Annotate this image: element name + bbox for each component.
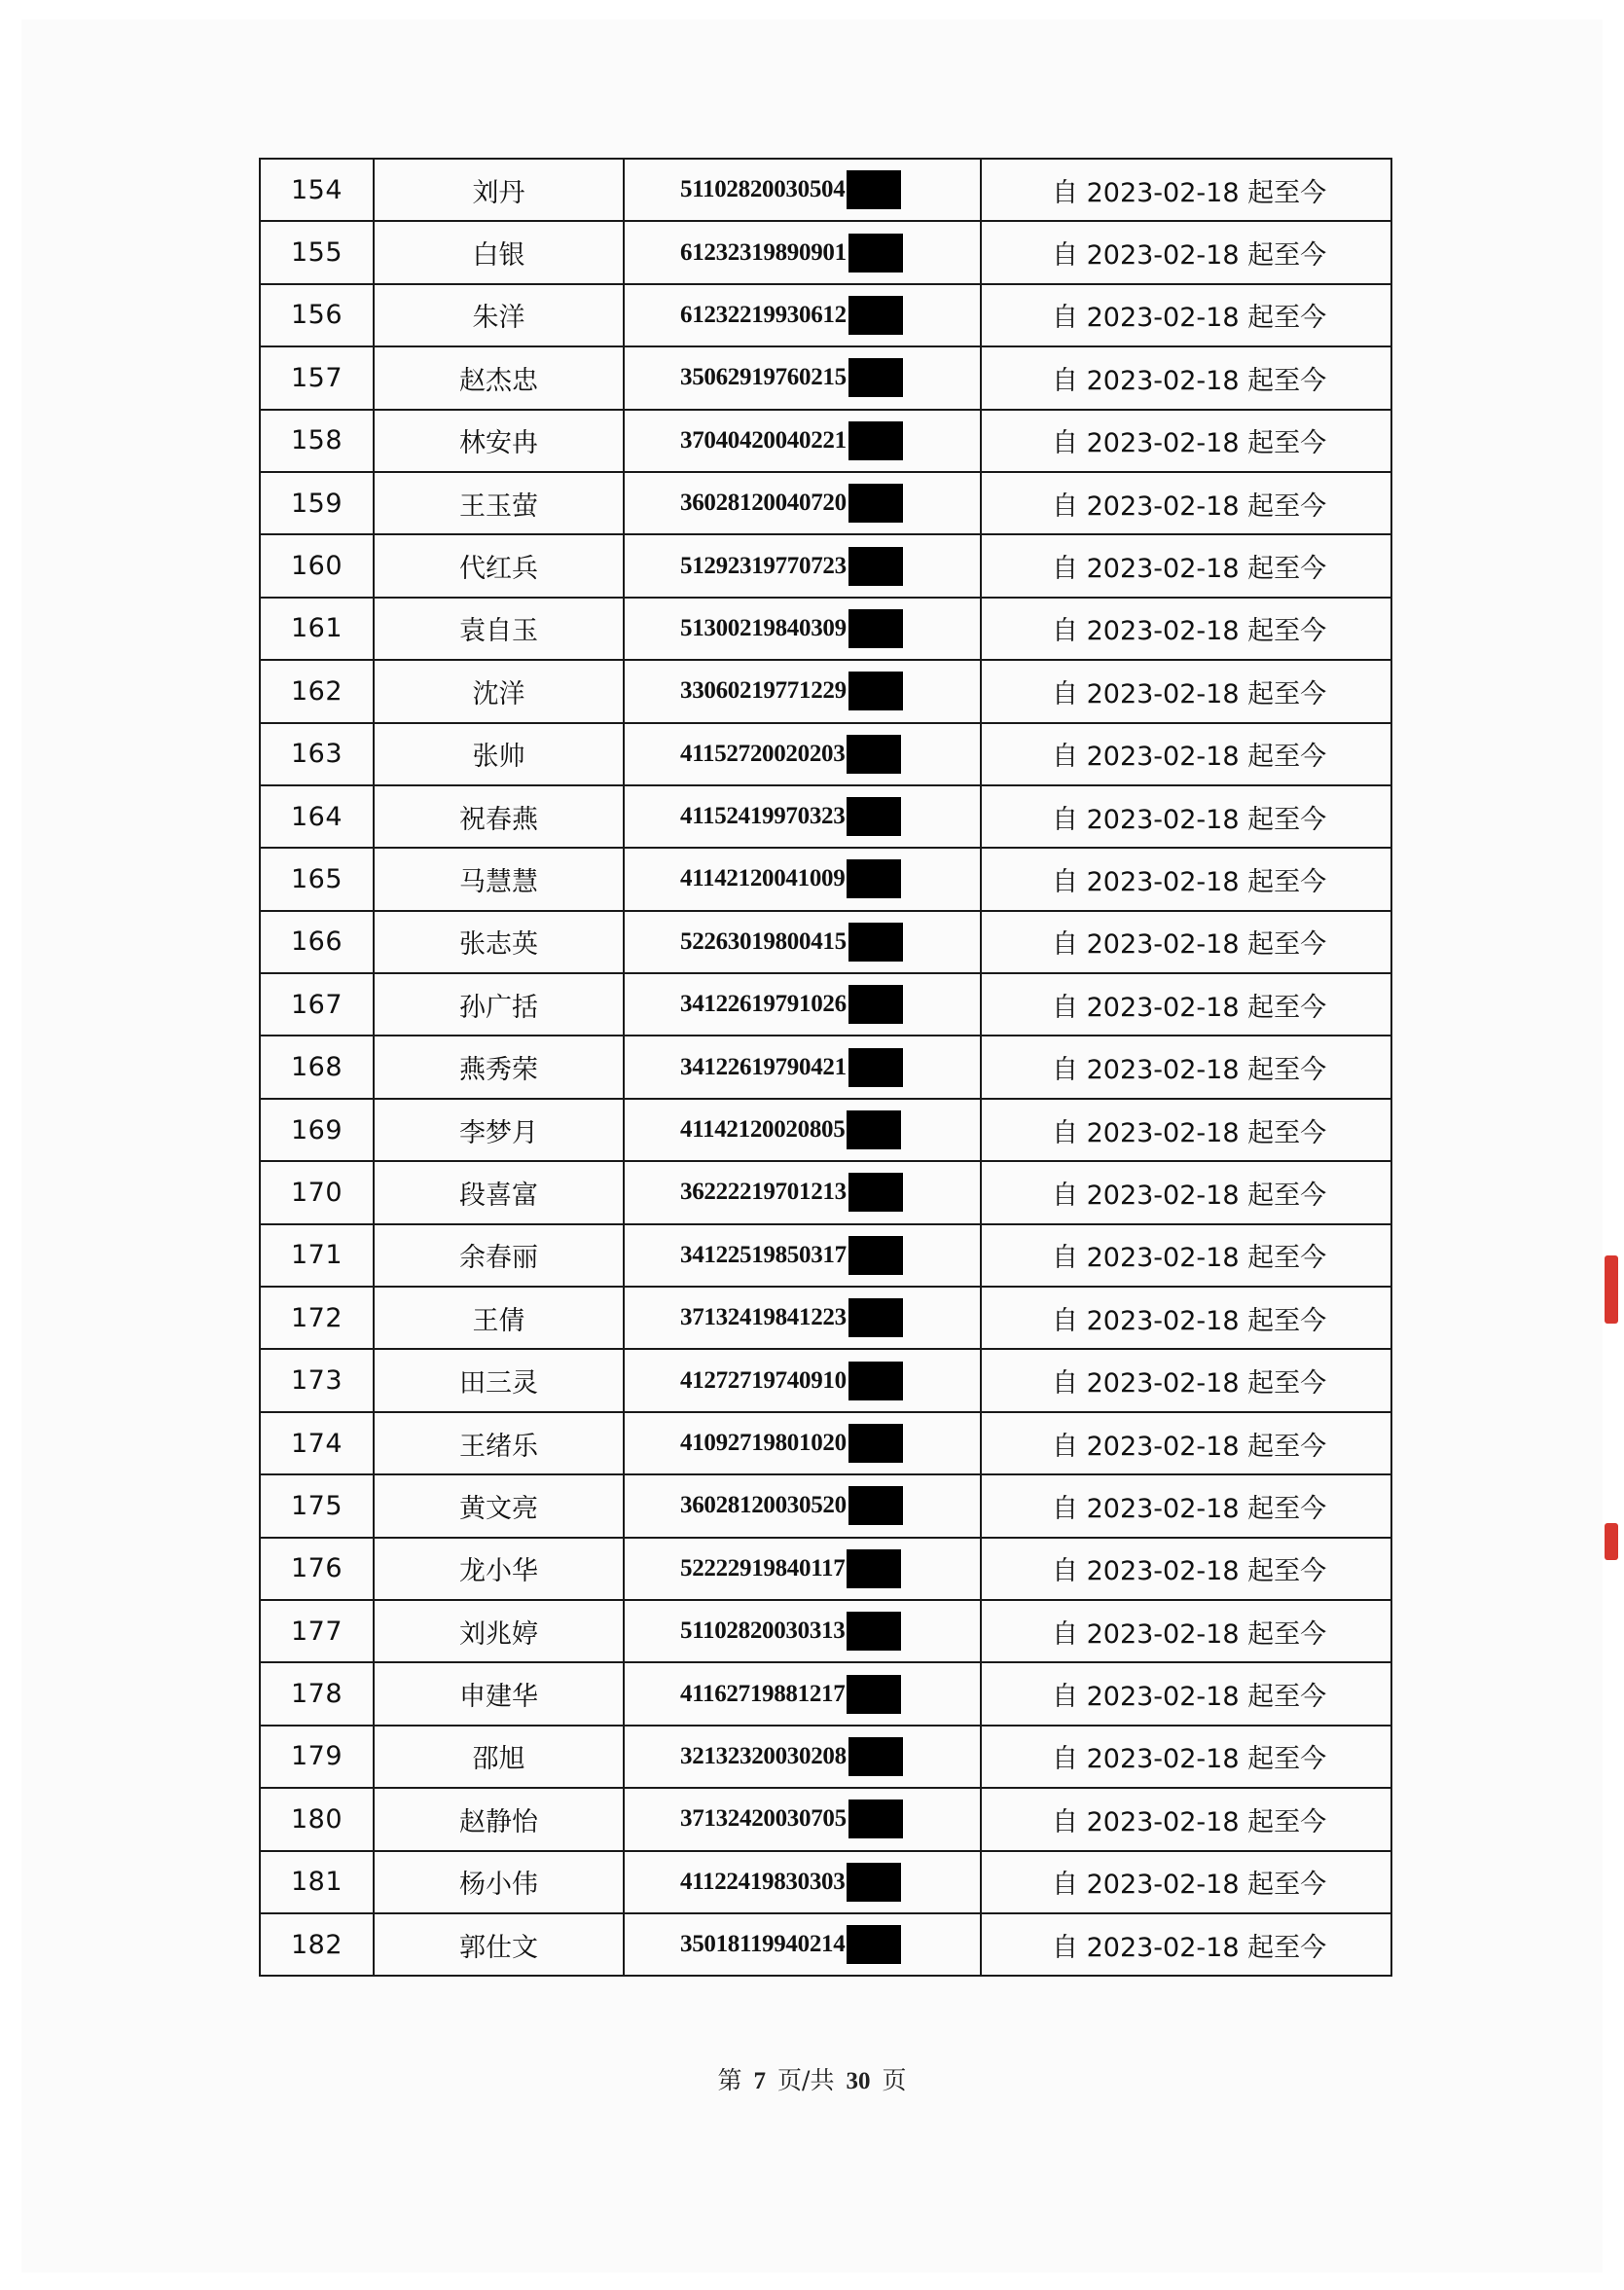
person-name: 段喜富 [374, 1161, 624, 1223]
period-text: 自 2023-02-18 起至今 [981, 1788, 1391, 1850]
table-row [260, 1161, 1391, 1223]
row-index: 157 [260, 346, 374, 409]
redaction-block [847, 859, 901, 898]
id-number-cell [624, 1412, 981, 1474]
row-index: 169 [260, 1099, 374, 1161]
id-number-visible: 36028120040720 [680, 490, 847, 517]
id-number-visible: 52263019800415 [680, 927, 847, 955]
table-row [260, 1788, 1391, 1850]
id-number-wrap [625, 1549, 980, 1588]
person-name: 张志英 [374, 911, 624, 973]
id-number-visible: 32132320030208 [680, 1742, 847, 1769]
table-row [260, 1036, 1391, 1098]
row-index: 172 [260, 1287, 374, 1349]
id-number-wrap [625, 672, 980, 710]
person-name: 田三灵 [374, 1349, 624, 1411]
redaction-block [848, 296, 903, 335]
id-number-cell [624, 1726, 981, 1788]
table-row [260, 660, 1391, 722]
person-name: 黄文亮 [374, 1474, 624, 1537]
footer-middle: 页/共 [777, 2066, 835, 2094]
period-text: 自 2023-02-18 起至今 [981, 472, 1391, 534]
table-row [260, 1913, 1391, 1976]
period-text: 自 2023-02-18 起至今 [981, 1851, 1391, 1913]
id-number-cell [624, 1913, 981, 1976]
id-number-visible: 41152720020203 [680, 740, 846, 767]
id-number-cell [624, 1851, 981, 1913]
id-number-wrap [625, 1424, 980, 1463]
id-number-cell [624, 785, 981, 848]
id-number-visible: 52222919840117 [680, 1554, 846, 1581]
page-footer [0, 2061, 1624, 2096]
redaction-block [847, 1549, 901, 1588]
table-row [260, 785, 1391, 848]
id-number-visible: 37040420040221 [680, 426, 847, 454]
redaction-block [848, 484, 903, 523]
id-number-cell [624, 1099, 981, 1161]
redaction-block [848, 1236, 903, 1275]
id-number-visible: 41092719801020 [680, 1430, 847, 1456]
id-number-cell [624, 1474, 981, 1537]
id-number-wrap [625, 547, 980, 586]
id-number-wrap [625, 1110, 980, 1149]
id-number-visible: 51102820030504 [680, 176, 846, 203]
id-number-wrap [625, 1612, 980, 1651]
id-number-visible: 35062919760215 [680, 364, 847, 391]
table-row [260, 723, 1391, 785]
id-number-cell [624, 1287, 981, 1349]
id-number-wrap [625, 859, 980, 898]
table-row [260, 911, 1391, 973]
redaction-block [847, 1612, 901, 1651]
period-text: 自 2023-02-18 起至今 [981, 1412, 1391, 1474]
id-number-wrap [625, 797, 980, 836]
id-number-wrap [625, 1675, 980, 1714]
person-name: 林安冉 [374, 410, 624, 472]
id-number-wrap [625, 170, 980, 209]
redaction-block [848, 1799, 903, 1838]
row-index: 159 [260, 472, 374, 534]
table-row [260, 1538, 1391, 1600]
id-number-visible: 35018119940214 [680, 1931, 846, 1958]
person-name: 袁自玉 [374, 598, 624, 660]
id-number-cell [624, 221, 981, 283]
id-number-wrap [625, 1236, 980, 1275]
person-name: 邵旭 [374, 1726, 624, 1788]
footer-page-number: 7 [753, 2068, 767, 2094]
table-body [260, 159, 1391, 1976]
table-row [260, 284, 1391, 346]
redaction-block [848, 1737, 903, 1776]
id-number-visible: 34122519850317 [680, 1241, 847, 1268]
id-number-visible: 51292319770723 [680, 552, 847, 579]
person-name: 龙小华 [374, 1538, 624, 1600]
period-text: 自 2023-02-18 起至今 [981, 1224, 1391, 1287]
id-number-wrap [625, 484, 980, 523]
person-name: 马慧慧 [374, 848, 624, 910]
id-number-wrap [625, 1362, 980, 1400]
id-number-wrap [625, 985, 980, 1024]
row-index: 178 [260, 1662, 374, 1725]
id-number-visible: 37132420030705 [680, 1805, 847, 1833]
id-number-cell [624, 1349, 981, 1411]
person-name: 张帅 [374, 723, 624, 785]
id-number-cell [624, 1224, 981, 1287]
id-number-visible: 37132419841223 [680, 1304, 847, 1331]
id-number-cell [624, 284, 981, 346]
person-name: 杨小伟 [374, 1851, 624, 1913]
redaction-block [848, 672, 903, 710]
period-text: 自 2023-02-18 起至今 [981, 848, 1391, 910]
id-number-wrap [625, 296, 980, 335]
footer-suffix: 页 [882, 2066, 907, 2094]
period-text: 自 2023-02-18 起至今 [981, 1287, 1391, 1349]
id-number-visible: 41122419830303 [680, 1868, 846, 1895]
period-text: 自 2023-02-18 起至今 [981, 1161, 1391, 1223]
person-name: 代红兵 [374, 534, 624, 597]
id-number-wrap [625, 609, 980, 648]
redaction-block [847, 1925, 901, 1964]
id-number-cell [624, 159, 981, 221]
row-index: 166 [260, 911, 374, 973]
redaction-block [847, 170, 901, 209]
period-text: 自 2023-02-18 起至今 [981, 1036, 1391, 1098]
id-number-cell [624, 660, 981, 722]
row-index: 171 [260, 1224, 374, 1287]
row-index: 162 [260, 660, 374, 722]
id-number-wrap [625, 1863, 980, 1902]
row-index: 174 [260, 1412, 374, 1474]
person-name: 刘丹 [374, 159, 624, 221]
period-text: 自 2023-02-18 起至今 [981, 973, 1391, 1036]
person-name: 余春丽 [374, 1224, 624, 1287]
table-row [260, 1224, 1391, 1287]
id-number-visible: 61232219930612 [680, 301, 847, 328]
id-number-cell [624, 1538, 981, 1600]
redaction-block [848, 1486, 903, 1525]
row-index: 165 [260, 848, 374, 910]
person-name: 祝春燕 [374, 785, 624, 848]
period-text: 自 2023-02-18 起至今 [981, 346, 1391, 409]
period-text: 自 2023-02-18 起至今 [981, 1538, 1391, 1600]
id-number-visible: 41142120020805 [680, 1116, 846, 1144]
redaction-block [848, 547, 903, 586]
table-row [260, 1474, 1391, 1537]
row-index: 161 [260, 598, 374, 660]
id-number-cell [624, 534, 981, 597]
table-row [260, 1726, 1391, 1788]
table-row [260, 598, 1391, 660]
period-text: 自 2023-02-18 起至今 [981, 785, 1391, 848]
table-row [260, 1851, 1391, 1913]
table-row [260, 973, 1391, 1036]
id-number-cell [624, 848, 981, 910]
person-name: 刘兆婷 [374, 1600, 624, 1662]
id-number-wrap [625, 735, 980, 774]
id-number-visible: 41142120041009 [680, 865, 846, 892]
redaction-block [848, 358, 903, 397]
table-row [260, 1412, 1391, 1474]
redaction-block [847, 1675, 901, 1714]
redaction-block [847, 735, 901, 774]
row-index: 155 [260, 221, 374, 283]
redaction-block [848, 234, 903, 273]
period-text: 自 2023-02-18 起至今 [981, 660, 1391, 722]
id-number-visible: 34122619790421 [680, 1053, 847, 1080]
id-number-cell [624, 1600, 981, 1662]
id-number-wrap [625, 1799, 980, 1838]
period-text: 自 2023-02-18 起至今 [981, 911, 1391, 973]
period-text: 自 2023-02-18 起至今 [981, 598, 1391, 660]
row-index: 175 [260, 1474, 374, 1537]
period-text: 自 2023-02-18 起至今 [981, 1600, 1391, 1662]
id-number-visible: 51300219840309 [680, 614, 847, 641]
id-number-wrap [625, 1737, 980, 1776]
redaction-block [848, 985, 903, 1024]
row-index: 156 [260, 284, 374, 346]
table-row [260, 1600, 1391, 1662]
id-number-wrap [625, 1298, 980, 1337]
footer-prefix: 第 [717, 2066, 742, 2094]
id-number-visible: 36028120030520 [680, 1492, 847, 1519]
person-name: 郭仕文 [374, 1913, 624, 1976]
table-row [260, 1349, 1391, 1411]
redaction-block [848, 1424, 903, 1463]
id-number-cell [624, 911, 981, 973]
period-text: 自 2023-02-18 起至今 [981, 534, 1391, 597]
id-number-wrap [625, 1173, 980, 1212]
records-table [259, 158, 1392, 1977]
id-number-visible: 41162719881217 [680, 1680, 846, 1707]
table-row [260, 346, 1391, 409]
red-stamp-fragment-bottom [1605, 1523, 1618, 1560]
redaction-block [847, 1110, 901, 1149]
table-row [260, 221, 1391, 283]
id-number-cell [624, 723, 981, 785]
id-number-wrap [625, 234, 980, 273]
period-text: 自 2023-02-18 起至今 [981, 1474, 1391, 1537]
period-text: 自 2023-02-18 起至今 [981, 723, 1391, 785]
id-number-cell [624, 1036, 981, 1098]
id-number-visible: 41272719740910 [680, 1366, 847, 1394]
id-number-visible: 34122619791026 [680, 991, 847, 1018]
redaction-block [848, 1173, 903, 1212]
row-index: 179 [260, 1726, 374, 1788]
id-number-visible: 61232319890901 [680, 238, 847, 266]
person-name: 王绪乐 [374, 1412, 624, 1474]
id-number-wrap [625, 1486, 980, 1525]
redaction-block [847, 797, 901, 836]
person-name: 王玉萤 [374, 472, 624, 534]
period-text: 自 2023-02-18 起至今 [981, 221, 1391, 283]
table-row [260, 410, 1391, 472]
id-number-wrap [625, 1925, 980, 1964]
person-name: 孙广括 [374, 973, 624, 1036]
redaction-block [848, 923, 903, 962]
id-number-wrap [625, 421, 980, 460]
row-index: 180 [260, 1788, 374, 1850]
id-number-wrap [625, 1048, 980, 1087]
person-name: 白银 [374, 221, 624, 283]
row-index: 176 [260, 1538, 374, 1600]
table-row [260, 1287, 1391, 1349]
row-index: 160 [260, 534, 374, 597]
id-number-cell [624, 1662, 981, 1725]
id-number-wrap [625, 923, 980, 962]
id-number-cell [624, 1161, 981, 1223]
row-index: 168 [260, 1036, 374, 1098]
row-index: 182 [260, 1913, 374, 1976]
table-row [260, 1662, 1391, 1725]
id-number-cell [624, 1788, 981, 1850]
row-index: 181 [260, 1851, 374, 1913]
row-index: 164 [260, 785, 374, 848]
person-name: 朱洋 [374, 284, 624, 346]
redaction-block [847, 1863, 901, 1902]
person-name: 申建华 [374, 1662, 624, 1725]
row-index: 177 [260, 1600, 374, 1662]
id-number-cell [624, 973, 981, 1036]
redaction-block [848, 1048, 903, 1087]
id-number-visible: 36222219701213 [680, 1179, 847, 1206]
id-number-cell [624, 346, 981, 409]
redaction-block [848, 1298, 903, 1337]
id-number-cell [624, 598, 981, 660]
redaction-block [848, 609, 903, 648]
row-index: 158 [260, 410, 374, 472]
footer-total-pages: 30 [846, 2068, 871, 2094]
person-name: 王倩 [374, 1287, 624, 1349]
red-stamp-fragment-top [1605, 1255, 1618, 1324]
person-name: 赵静怡 [374, 1788, 624, 1850]
id-number-visible: 51102820030313 [680, 1618, 846, 1645]
table-row [260, 1099, 1391, 1161]
table-row [260, 472, 1391, 534]
period-text: 自 2023-02-18 起至今 [981, 284, 1391, 346]
person-name: 燕秀荣 [374, 1036, 624, 1098]
id-number-wrap [625, 358, 980, 397]
row-index: 173 [260, 1349, 374, 1411]
row-index: 154 [260, 159, 374, 221]
table-row [260, 159, 1391, 221]
row-index: 170 [260, 1161, 374, 1223]
period-text: 自 2023-02-18 起至今 [981, 1913, 1391, 1976]
period-text: 自 2023-02-18 起至今 [981, 1349, 1391, 1411]
id-number-visible: 41152419970323 [680, 803, 846, 830]
redaction-block [848, 421, 903, 460]
redaction-block [848, 1362, 903, 1400]
period-text: 自 2023-02-18 起至今 [981, 1726, 1391, 1788]
id-number-visible: 33060219771229 [680, 677, 847, 705]
table-row [260, 534, 1391, 597]
person-name: 沈洋 [374, 660, 624, 722]
person-name: 赵杰忠 [374, 346, 624, 409]
person-name: 李梦月 [374, 1099, 624, 1161]
id-number-cell [624, 410, 981, 472]
id-number-cell [624, 472, 981, 534]
period-text: 自 2023-02-18 起至今 [981, 1099, 1391, 1161]
period-text: 自 2023-02-18 起至今 [981, 410, 1391, 472]
row-index: 163 [260, 723, 374, 785]
row-index: 167 [260, 973, 374, 1036]
period-text: 自 2023-02-18 起至今 [981, 159, 1391, 221]
period-text: 自 2023-02-18 起至今 [981, 1662, 1391, 1725]
table-row [260, 848, 1391, 910]
